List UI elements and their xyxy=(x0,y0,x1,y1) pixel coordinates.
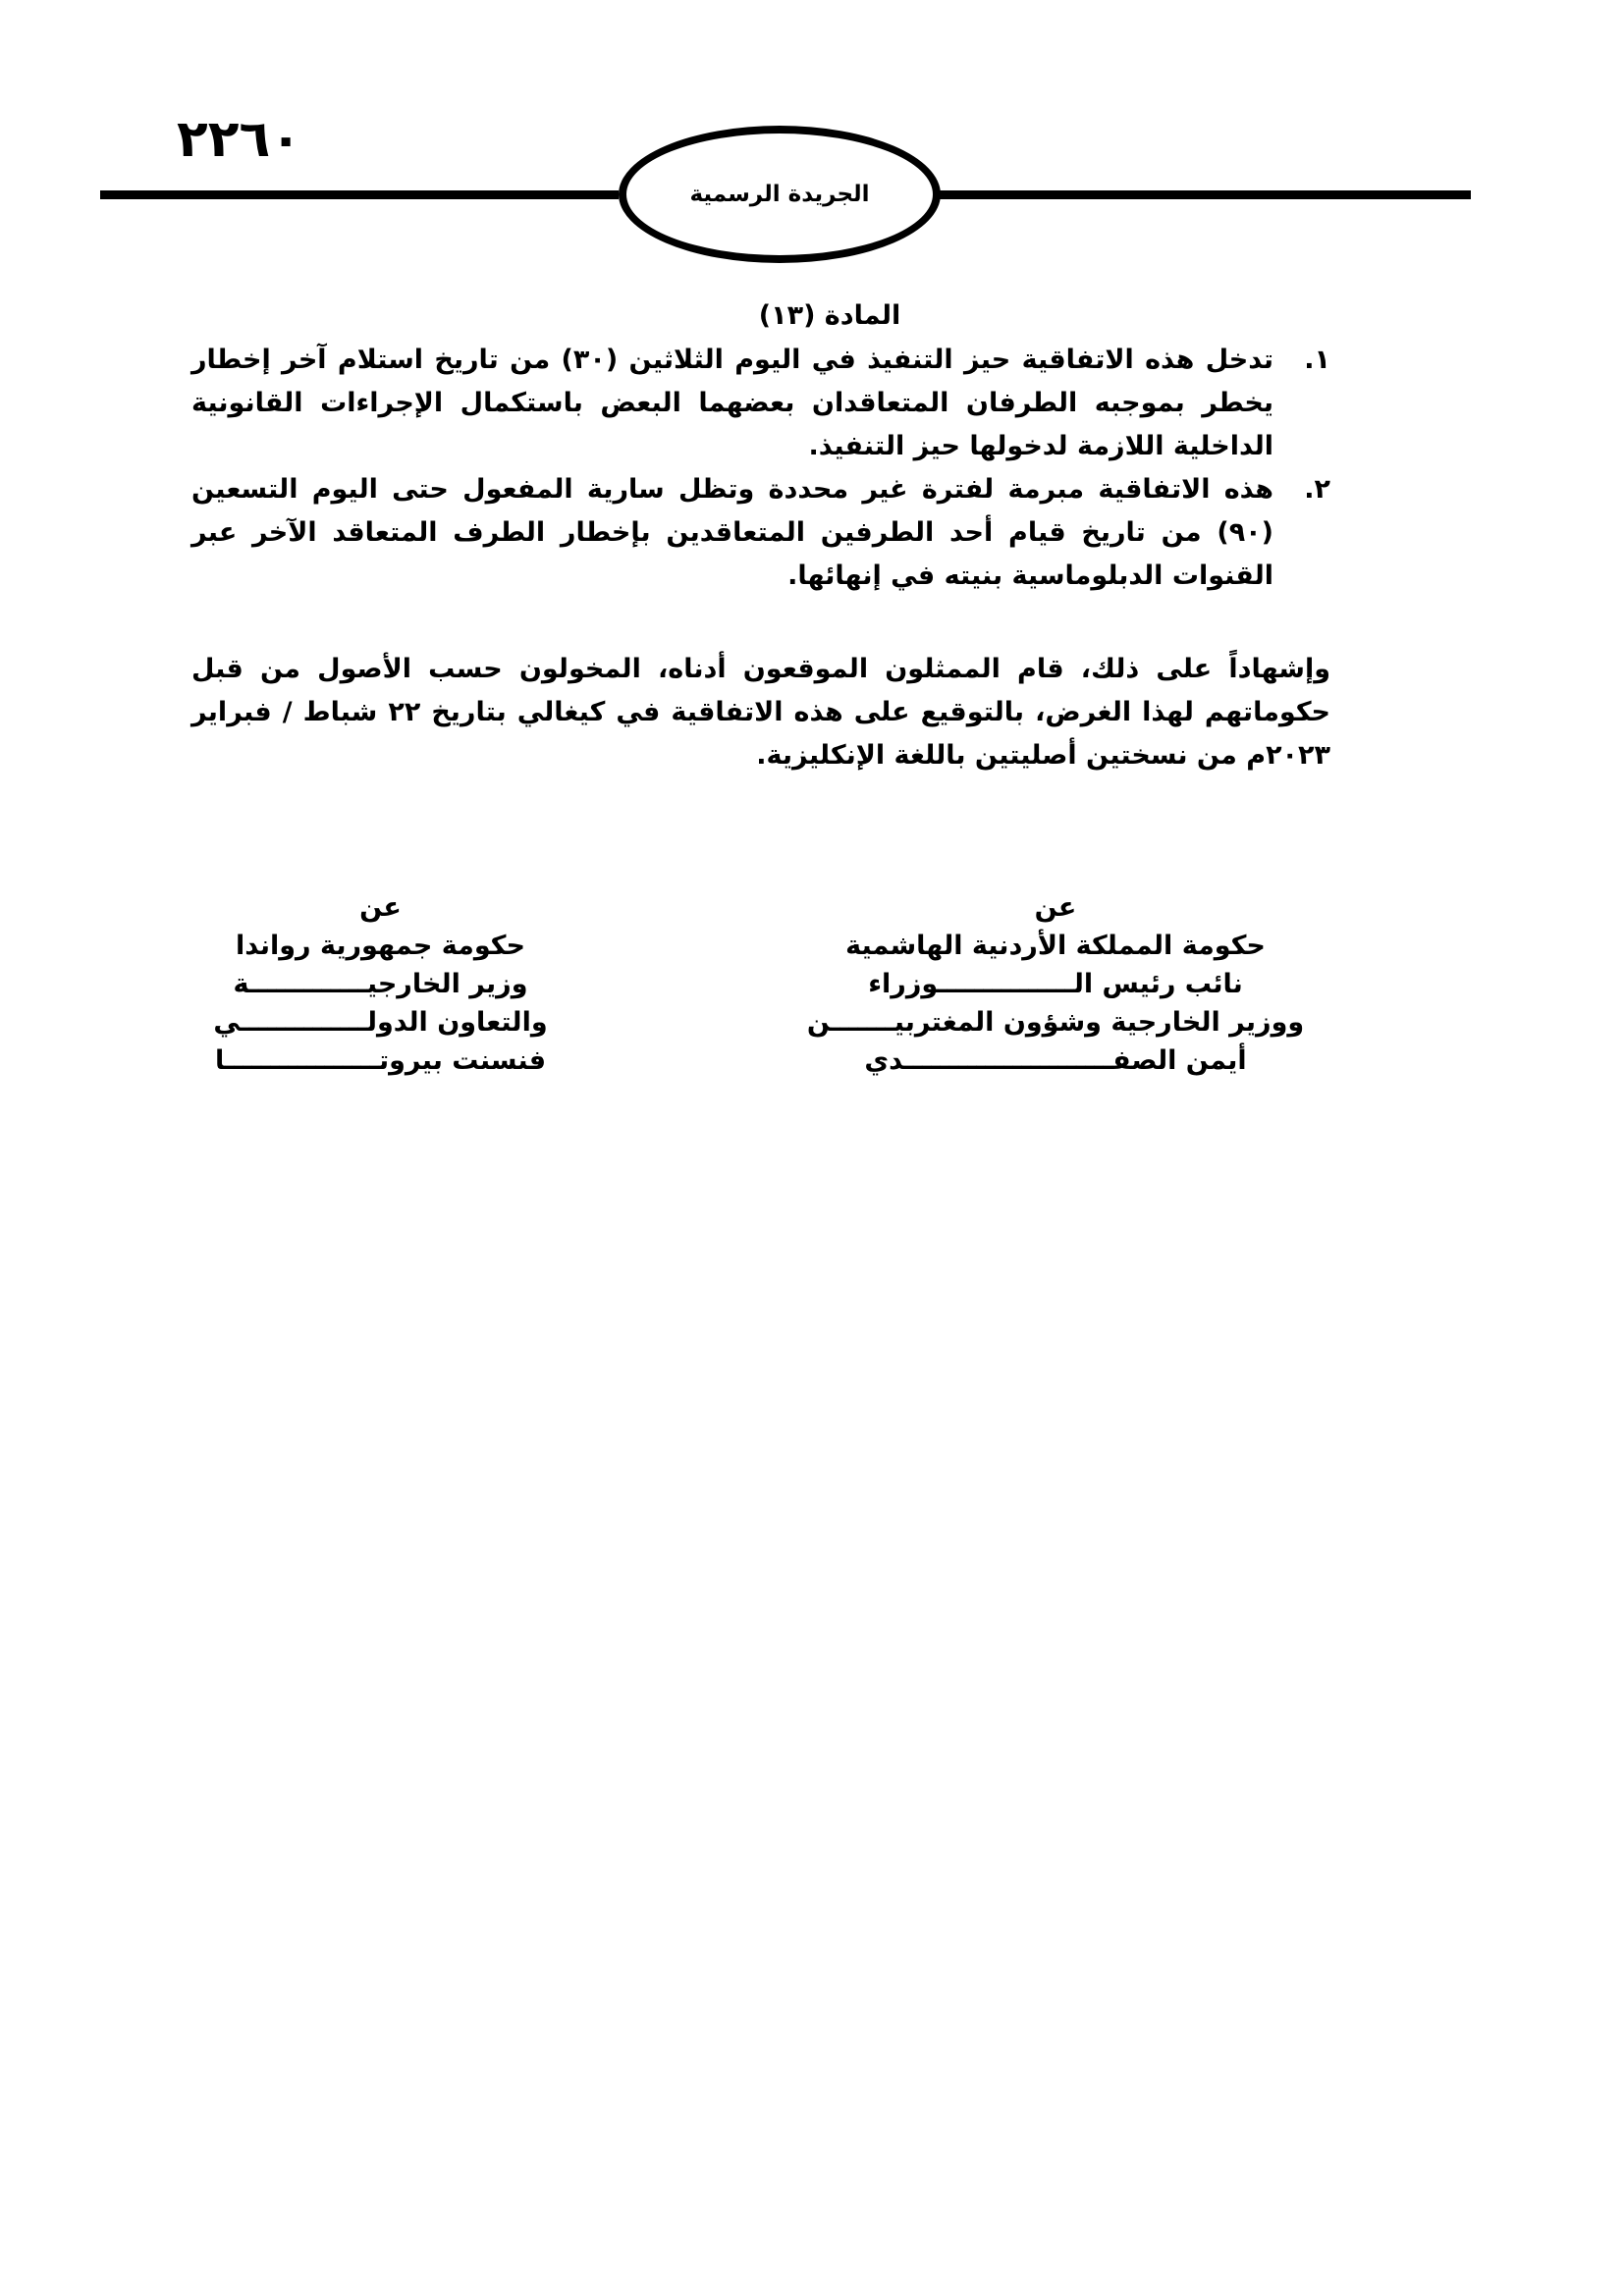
witness-paragraph: وإشهاداً على ذلك، قام الممثلون الموقعون أدناه، المخولون حسب الأصول من قبل حكوماتهم لهذا الغرض، بالتوقيع على هذه الاتفاقية في كيغالي بتاريخ ٢٢ شباط / فبراير ٢٠٢٣م من نسختين أصليتين باللغة الإنكليزية. xyxy=(191,654,1331,771)
header-rule-right xyxy=(933,190,1471,199)
government-name: حكومة جمهورية رواندا xyxy=(236,931,525,961)
article-item-text: هذه الاتفاقية مبرمة لفترة غير محددة وتظل سارية المفعول حتى اليوم التسعين (٩٠) من تاريخ قيام أحد الطرفين المتعاقدين بإخطار الطرف المتعاقد الآخر عبر القنوات الدبلوماسية بنيته في إنهائها. xyxy=(191,474,1273,591)
gazette-title-oval xyxy=(619,126,941,263)
article-item-number: ٢. xyxy=(1304,474,1330,505)
signatory-title-line-1: وزير الخارجيـــــــــــــة xyxy=(233,969,528,999)
on-behalf-label: عن xyxy=(359,892,402,923)
on-behalf-label: عن xyxy=(1034,892,1077,923)
signature-block-rwanda xyxy=(147,888,614,1080)
signatory-title-line-2: والتعاون الدولــــــــــــــي xyxy=(213,1007,548,1038)
article-item-number: ١. xyxy=(1304,345,1330,375)
article-item xyxy=(191,339,1330,468)
gazette-title: الجريدة الرسمية xyxy=(689,182,870,207)
signature-block-jordan xyxy=(781,888,1330,1080)
article-item xyxy=(191,468,1330,598)
article-title: المادة (١٣) xyxy=(758,300,901,331)
article-items xyxy=(191,339,1330,598)
header-rule-left xyxy=(100,190,619,199)
page-number: ٢٢٦٠ xyxy=(177,110,301,169)
article-item-text: تدخل هذه الاتفاقية حيز التنفيذ في اليوم الثلاثين (٣٠) من تاريخ استلام آخر إخطار يخطر بموجبه الطرفان المتعاقدان بعضهما البعض باستكمال الإجراءات القانونية الداخلية اللازمة لدخولها حيز التنفيذ. xyxy=(191,345,1273,461)
signatory-title-line-2: ووزير الخارجية وشؤون المغتربيـــــــن xyxy=(806,1007,1305,1038)
signatory-title-line-1: نائب رئيس الـــــــــــــــوزراء xyxy=(868,969,1243,999)
signatory-name: أيمن الصفـــــــــــــــــــــــدي xyxy=(864,1045,1247,1076)
government-name: حكومة المملكة الأردنية الهاشمية xyxy=(845,931,1266,961)
signatory-name: فنسنت بيروتـــــــــــــــــا xyxy=(214,1045,547,1076)
